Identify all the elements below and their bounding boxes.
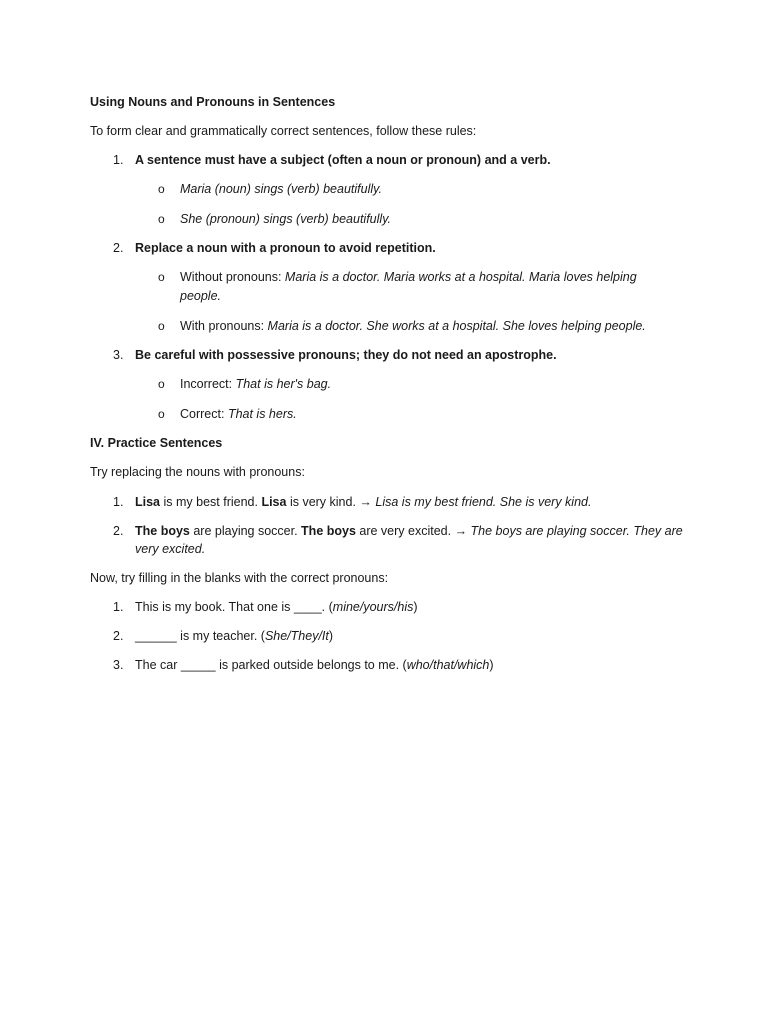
blanks-intro: Now, try filling in the blanks with the correct pronouns:: [90, 571, 389, 585]
practice-noun: Lisa: [261, 495, 287, 509]
example-label: With pronouns:: [180, 319, 268, 333]
rule-title: Be careful with possessive pronouns; they do not need an apostrophe.: [135, 348, 557, 362]
practice-text: are very excited. →: [355, 524, 471, 538]
bullet-marker: o: [158, 377, 165, 391]
blank-number: 1.: [113, 600, 124, 614]
blank-options: who/that/which: [406, 658, 490, 672]
blank-text: This is my book. That one is ____. (: [135, 600, 333, 614]
practice-item: [135, 494, 591, 510]
example-text: Maria is a doctor. Maria works at a hospital. Maria loves helping: [284, 270, 637, 284]
blank-number: 2.: [113, 629, 124, 643]
example-text: Maria is a doctor. She works at a hospital. She loves helping people.: [267, 319, 646, 333]
rule-number: 2.: [113, 241, 124, 255]
example-label: Without pronouns:: [180, 270, 285, 284]
practice-number: 1.: [113, 495, 124, 509]
blank-close: ): [413, 600, 418, 614]
blank-text: ______ is my teacher. (: [135, 629, 265, 643]
bullet-marker: o: [158, 319, 165, 333]
blank-item: [135, 657, 494, 673]
section-heading: IV. Practice Sentences: [90, 436, 223, 450]
example-text-continued: people.: [180, 289, 222, 303]
blank-number: 3.: [113, 658, 124, 672]
bullet-marker: o: [158, 270, 165, 284]
practice-noun: The boys: [135, 524, 190, 538]
practice-answer: The boys are playing soccer. They are: [470, 524, 683, 538]
rule-title: A sentence must have a subject (often a noun or pronoun) and a verb.: [135, 153, 551, 167]
bullet-marker: o: [158, 212, 165, 226]
document-heading: Using Nouns and Pronouns in Sentences: [90, 95, 336, 109]
rule-number: 1.: [113, 153, 124, 167]
practice-text: is very kind. →: [286, 495, 376, 509]
blank-item: [135, 628, 333, 644]
bullet-marker: o: [158, 182, 165, 196]
example-text: Maria (noun) sings (verb) beautifully.: [180, 182, 382, 196]
example-text: She (pronoun) sings (verb) beautifully.: [180, 212, 391, 226]
blank-text: The car _____ is parked outside belongs to me. (: [135, 658, 407, 672]
example-label: Incorrect:: [180, 377, 236, 391]
bullet-marker: o: [158, 407, 165, 421]
example-line: [180, 269, 637, 285]
example-text: That is her's bag.: [235, 377, 332, 391]
practice-noun: The boys: [301, 524, 356, 538]
example-line: [180, 318, 646, 334]
practice-number: 2.: [113, 524, 124, 538]
example-label: Correct:: [180, 407, 228, 421]
blank-close: ): [489, 658, 494, 672]
practice-item: [135, 523, 683, 539]
blank-item: [135, 599, 418, 615]
practice-noun: Lisa: [135, 495, 161, 509]
rule-number: 3.: [113, 348, 124, 362]
practice-intro: Try replacing the nouns with pronouns:: [90, 465, 305, 479]
rule-title: Replace a noun with a pronoun to avoid repetition.: [135, 241, 436, 255]
practice-text: is my best friend.: [160, 495, 262, 509]
intro-text: To form clear and grammatically correct sentences, follow these rules:: [90, 124, 477, 138]
blank-options: mine/yours/his: [332, 600, 414, 614]
example-line: [180, 406, 297, 422]
example-line: [180, 376, 331, 392]
practice-text: are playing soccer.: [189, 524, 302, 538]
example-text: That is hers.: [227, 407, 297, 421]
blank-options: She/They/It: [264, 629, 329, 643]
practice-answer-continued: very excited.: [135, 542, 206, 556]
practice-answer: Lisa is my best friend. She is very kind.: [375, 495, 592, 509]
blank-close: ): [328, 629, 334, 643]
